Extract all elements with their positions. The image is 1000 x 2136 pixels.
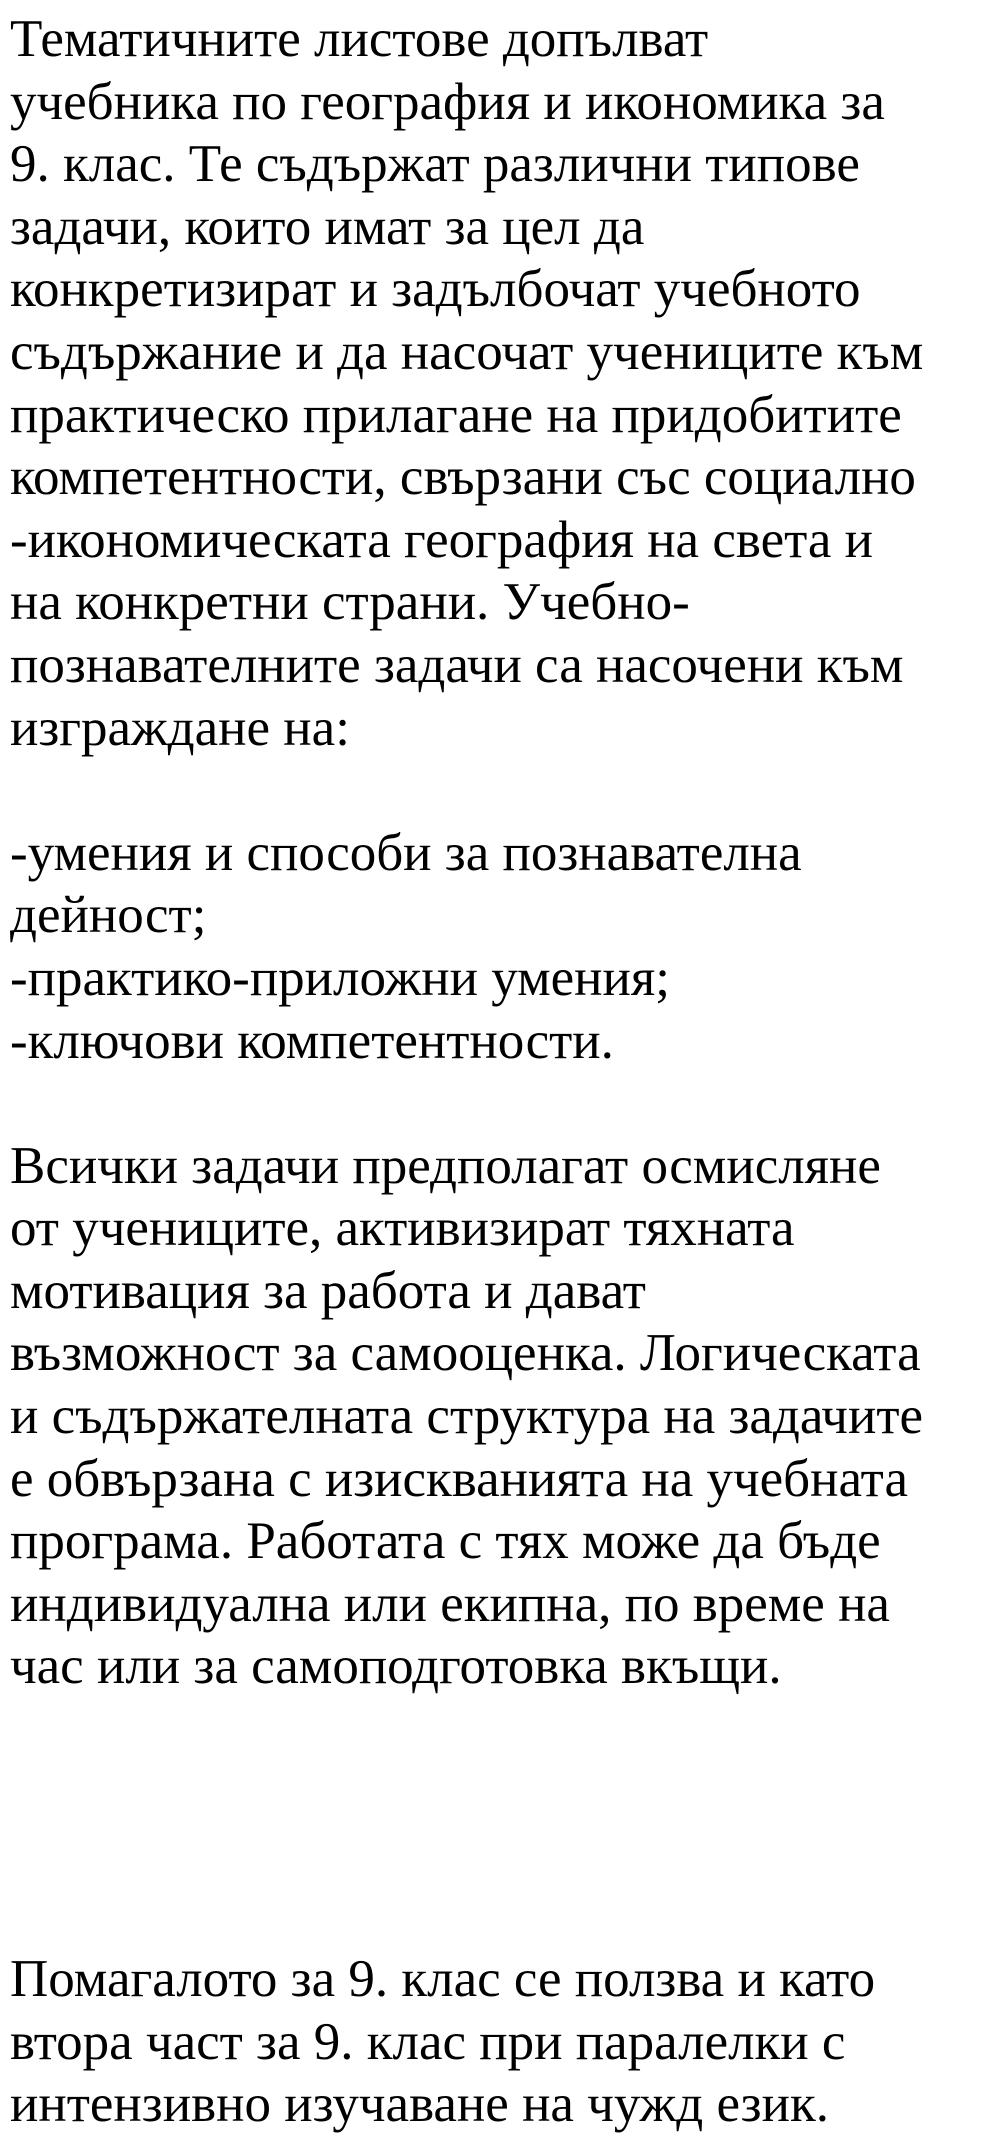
paragraph-spacer	[10, 1072, 995, 1135]
list-item: дейност;	[10, 886, 207, 945]
text-line: втора част за 9. клас при паралелки с	[10, 2012, 846, 2071]
tasks-paragraph	[10, 1135, 995, 1698]
text-line: 9. клас. Те съдържат различни типове	[10, 135, 860, 194]
text-line: от учениците, активизират тяхната	[10, 1199, 795, 1258]
paragraph-spacer	[10, 759, 995, 822]
text-line: компетентности, свързани със социално	[10, 448, 916, 507]
text-line: час или за самоподготовка вкъщи.	[10, 1637, 782, 1696]
skills-list	[10, 822, 995, 1072]
text-line: учебника по география и икономика за	[10, 72, 885, 131]
text-line: програма. Работата с тях може да бъде	[10, 1512, 881, 1571]
text-line: познавателните задачи са насочени към	[10, 635, 904, 694]
list-item: -умения и способи за познавателна	[10, 823, 802, 882]
text-line: и съдържателната структура на задачите	[10, 1387, 924, 1446]
text-line: мотивация за работа и дават	[10, 1261, 646, 1320]
text-line: Всички задачи предполагат осмисляне	[10, 1136, 881, 1195]
text-line: Тематичните листове допълват	[10, 10, 709, 68]
list-item: -практико-приложни умения;	[10, 948, 670, 1007]
text-line: индивидуална или екипна, по време на	[10, 1574, 890, 1633]
text-line: е обвързана с изискванията на учебната	[10, 1449, 908, 1508]
text-line: съдържание и да насочат учениците към	[10, 322, 924, 381]
list-item: -ключови компетентности.	[10, 1011, 614, 1070]
text-line: -икономическата география на света и	[10, 510, 874, 569]
document-page	[10, 8, 995, 2136]
text-line: конкретизират и задълбочат учебното	[10, 260, 861, 319]
text-line: възможност за самооценка. Логическата	[10, 1324, 921, 1383]
text-line: изграждане на:	[10, 698, 350, 757]
section-spacer	[10, 1698, 995, 1948]
note-paragraph	[10, 1948, 995, 2136]
text-line: практическо прилагане на придобитите	[10, 385, 902, 444]
text-line: задачи, които имат за цел да	[10, 197, 645, 256]
text-line: на конкретни страни. Учебно-	[10, 573, 690, 632]
text-line: интензивно изучаване на чужд език.	[10, 2075, 829, 2134]
intro-paragraph	[10, 8, 995, 759]
text-line: Помагалото за 9. клас се ползва и като	[10, 1950, 876, 2009]
